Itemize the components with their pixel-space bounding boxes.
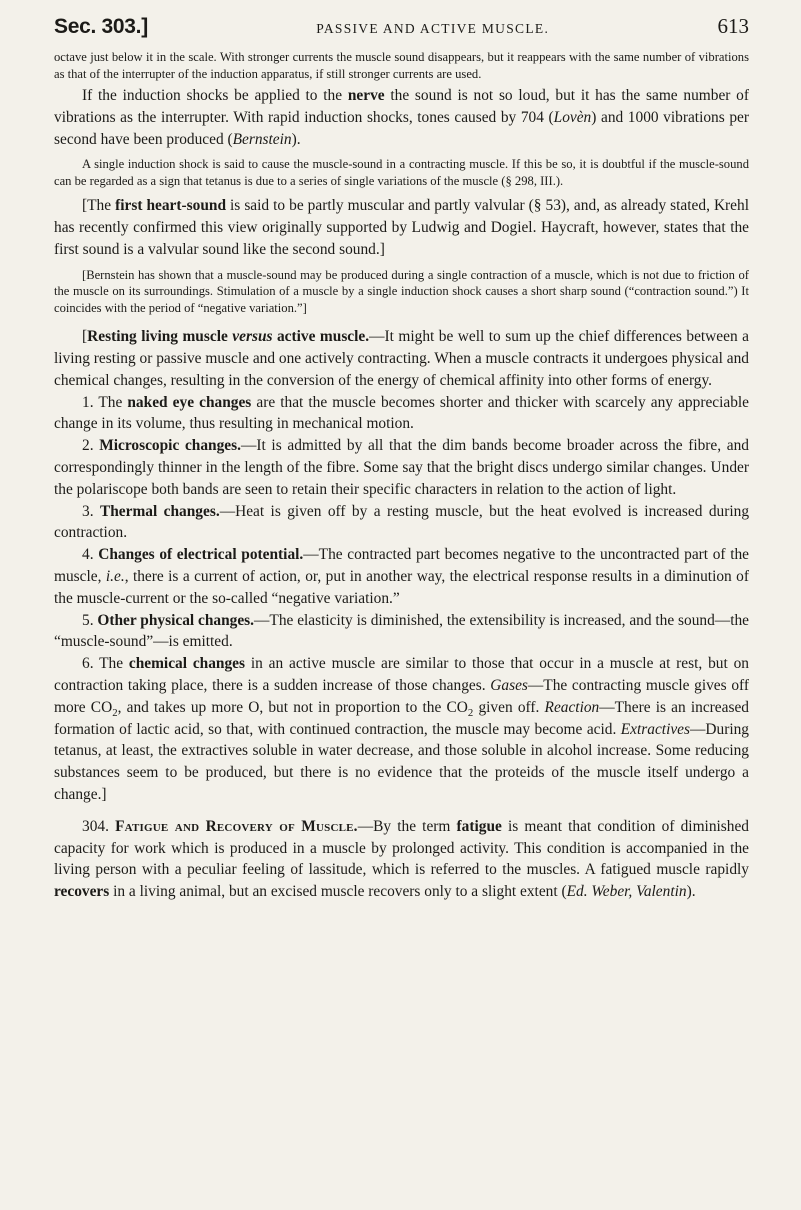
citation: Bernstein <box>232 130 292 148</box>
page-header <box>54 14 749 39</box>
bold-term: Microscopic changes. <box>99 437 241 455</box>
small-print-paragraph: [Bernstein has shown that a muscle-sound may be produced during a single contraction of a muscle, which is not due to friction of the muscle on its surroundings. Stimulation of a muscle by a single induction shock causes a short sharp sound (“contraction sound.”) It coincides with the period of “negative variation.”] <box>54 267 749 315</box>
section-label: Sec. 303.] <box>54 15 148 38</box>
bold-term: chemical changes <box>128 655 245 673</box>
section-heading: Fatigue and Recovery of Muscle. <box>115 817 358 835</box>
list-item: 1. The naked eye changes are that the muscle becomes shorter and thicker with scarcely any appreciable change in its volume, thus resulting in mechanical motion. <box>54 393 750 433</box>
list-item: 2. Microscopic changes.—It is admitted by all that the dim bands become broader across the fibre, and correspondingly thinner in the length of the fibre. Some say that the bright discs undergo similar changes. Under the polariscope both bands are seen to retain their specific characters in relation to the action of light. <box>54 437 750 498</box>
running-title: PASSIVE AND ACTIVE MUSCLE. <box>316 21 550 36</box>
bold-term: nerve <box>347 87 385 104</box>
bold-term: Other physical changes. <box>97 611 255 629</box>
bold-term: Changes of electrical potential. <box>98 546 304 564</box>
heart-sound-paragraph: [The first heart-sound is said to be partly muscular and partly valvular (§ 53), and, as already stated, Krehl has recently confirmed this view originally supported by Ludwig and Dogiel. Haycraft, however, states that the first sound is a valvular sound like the second sound.] <box>54 197 749 258</box>
list-item: 4. Changes of electrical potential.—The contracted part becomes negative to the uncontracted part of the muscle, i.e., there is a current of action, or, put in another way, the electrical response results in a diminution of the muscle-current or the so-called “negative variation.” <box>54 546 750 607</box>
small-print-paragraph: octave just below it in the scale. With stronger currents the muscle sound disappears, but it reappears with the same number of vibrations as that of the interrupter of the induction apparatus, if still stronger currents are used. <box>54 50 749 81</box>
page-number: 613 <box>717 14 749 38</box>
list-item: 6. The chemical changes in an active muscle are similar to those that occur in a muscle at rest, but on contraction taking place, there is a sudden increase of those changes. Gases—The contracting muscle gives off more $CO_2$, and takes up more O, but not in proportion to the $CO_2$ given off. Reaction—There is an increased formation of lactic acid, so that, with continued contraction, the muscle may become acid. Extractives—During tetanus, at least, the extractives soluble in water decrease, and those soluble in alcohol increase. Some reducing substances seem to be produced, but there is no evidence that the proteids of the muscle itself undergo a change.] <box>54 655 749 804</box>
citation: Ed. Weber, Valentin <box>566 883 687 901</box>
small-print-paragraph: A single induction shock is said to cause the muscle-sound in a contracting muscle. If this be so, it is doubtful if the muscle-sound can be regarded as a sign that tetanus is due to a series of single variations of the muscle (§ 298, III.). <box>54 157 749 188</box>
bold-term: active muscle. <box>272 328 370 346</box>
resting-vs-active-paragraph: [Resting living muscle versus active muscle.—It might be well to sum up the chief differences between a living resting or passive muscle and one actively contracting. When a muscle contracts it undergoes physical and chemical changes, resulting in the conversion of the energy of chemical affinity into other forms of energy. <box>54 328 749 389</box>
bold-term: fatigue <box>456 817 502 835</box>
bold-term: recovers <box>54 883 110 901</box>
fatigue-section: 304. Fatigue and Recovery of Muscle.—By the term fatigue is meant that condition of diminished capacity for work which is produced in a muscle by prolonged activity. This condition is accompanied in the living person with a peculiar feeling of lassitude, which is referred to the muscles. A fatigued muscle rapidly recovers in a living animal, but an excised muscle recovers only to a slight extent (Ed. Weber, Valentin). <box>54 817 750 901</box>
bold-term: Thermal changes. <box>99 502 220 520</box>
bold-term: Resting living muscle <box>87 328 233 346</box>
nerve-paragraph: If the induction shocks be applied to the nerve the sound is not so loud, but it has the same number of vibrations as the interrupter. With rapid induction shocks, tones caused by 704 (Lovèn) and 1000 vibrations per second have been produced (Bernstein). <box>54 87 749 148</box>
citation: Lovèn <box>553 108 592 126</box>
bold-term: first heart-sound <box>115 197 226 215</box>
list-item: 5. Other physical changes.—The elasticity is diminished, the extensibility is increased, and the sound—the “muscle-sound”—is emitted. <box>54 611 749 651</box>
bold-term: naked eye changes <box>127 393 252 411</box>
list-item: 3. Thermal changes.—Heat is given off by a resting muscle, but the heat evolved is increased during contraction. <box>54 502 750 542</box>
